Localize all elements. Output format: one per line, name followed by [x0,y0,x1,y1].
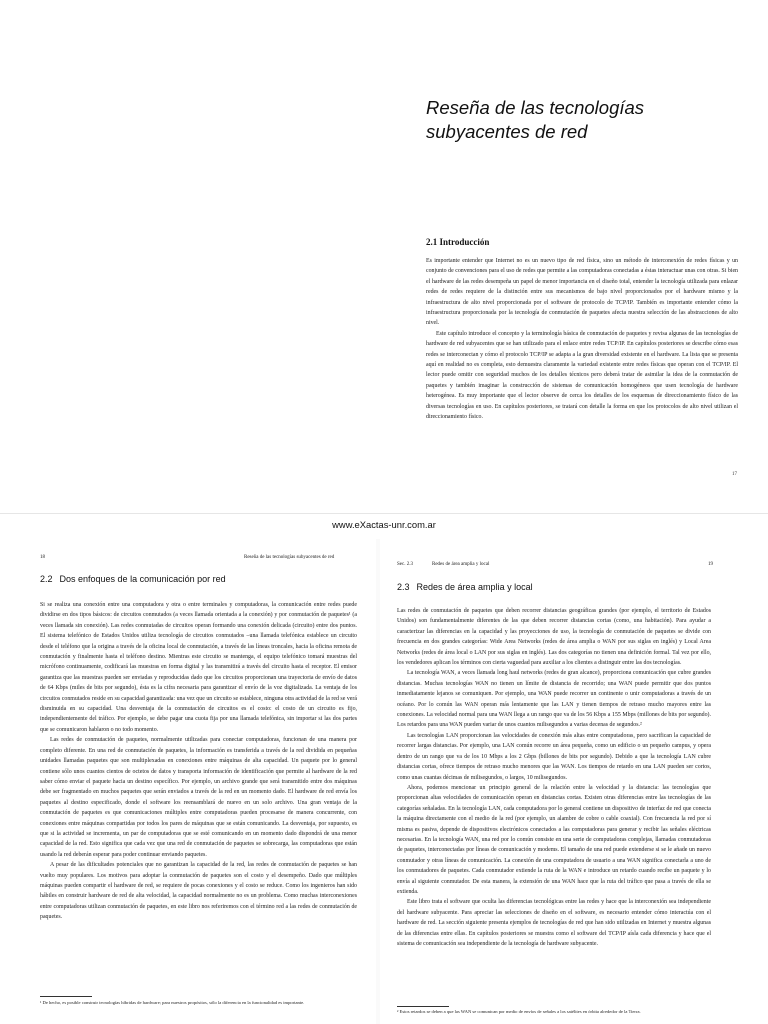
left-body [40,600,357,923]
intro-body [426,256,738,423]
right-paragraph-4: Ahora, podemos mencionar un principio general de la relación entre la velocidad y la distancia: las tecnologías que proporcionan altas velocidades de comunicación operan en distancias cortas. Existen otras diferencias entre las tecnologías de las categorías señaladas. En la tecnología LAN, cada computadora por lo general contiene un dispositivo de interfaz de red que conecta la máquina directamente con el medio de la red (por ejemplo, un alambre de cobre o cable coaxial). Con frecuencia la red por sí misma es pasiva, depende de dispositivos electrónicos conectados a las computadoras para generar y recibir las señales eléctricas necesarias. En la tecnología WAN, una red por lo común consiste en una serie de computadoras complejas, llamadas conmutadoras de paquetes, interconectadas por líneas de comunicación y modems. El tamaño de una red puede extenderse si se le añade un nuevo conmutador y otras líneas de comunicación. La conexión de una computadora de usuario a una WAN significa conectarla a uno de los conmutadores de paquetes. Cada conmutador extiende la ruta de la WAN e introduce un retardo cuando recibe un paquete y lo envía al siguiente conmutador. De esta manera, la extensión de una WAN hace que la ruta del tráfico que pasa a través de ella se extienda. [397,784,711,895]
right-paragraph-3: Las tecnologías LAN proporcionan las velocidades de conexión más altas entre computadoras, pero sacrifican la capacidad de recorrer largas distancias. Por ejemplo, una LAN común recorre un área pequeña, como un edificio o un pequeño campus, y opera dentro de un rango que va de los 10 Mbps a los 2 Gbps (billones de bits por segundo). Debido a que la tecnología LAN cubre distancias cortas, ofrece tiempos de retraso mucho menores que las WAN. Los tiempos de retardo en una LAN pueden ser cortos, como unas cuantas décimas de milisegundos, o largos, 10 milisegundos. [397,732,711,781]
left-running-title: Reseña de las tecnologías subyacentes de red [244,555,335,560]
intro-paragraph-1: Es importante entender que Internet no es un nuevo tipo de red física, sino un método de interconexión de redes físicas y un conjunto de convenciones para el uso de redes que permite a las computadoras conectadas a éstas interactuar unas con otras. Si bien el hardware de las redes desempeña un papel de menor importancia en el diseño total, entender la tecnología utilizada para enlazar redes de redes requiere de la distinción entre sus mecanismos de bajo nivel proporcionados por el hardware mismo y la infraestructura de alto nivel proporcionada por el software de protocolo de TCP/IP. También es importante entender cómo la infraestructura proporcionada por la tecnología de conmutación de paquetes afecta nuestra selección de las abstracciones de alto nivel. [426,258,738,327]
left-footnote-block [40,999,357,1007]
section-title-2-3 [397,582,533,592]
chapter-title: Reseña de las tecnologías subyacentes de red [426,97,645,142]
section-title-text: Dos enfoques de la comunicación por red [59,574,226,584]
right-paragraph-2: La tecnología WAN, a veces llamada long haul networks (redes de gran alcance), proporciona comunicación que cubre grandes distancias. Muchas tecnologías WAN no tienen un límite de distancia de recorrido; una WAN puede permitir que dos puntos inmediatamente lejanos se comuniquen. Por ejemplo, una WAN puede recorrer un continente o unir computadoras a través de un océano. Por lo común las WAN operan más lentamente que las LAN y tienen tiempos de retraso mucho mayores entre las conexiones. La velocidad normal para una WAN llega a un rango que va de los 56 Kbps a 155 Mbps (millones de bits por segundo). Los retardos para una WAN pueden variar de unos cuantos milisegundos a varias decenas de segundos.² [397,670,711,729]
section-heading-2-1: 2.1 Introducción [426,237,490,247]
page-divider [0,513,768,514]
left-footnote: ¹ De hecho, es posible construir tecnologías híbridas de hardware; para nuestros propósitos, sólo la diferencia en la funcionalidad es importante. [40,1000,305,1005]
footnote-rule [397,1006,449,1007]
section-title-2-2 [40,574,226,584]
left-paragraph-2: Las redes de conmutación de paquetes, normalmente utilizadas para conectar computadoras, funcionan de una manera por completo diferente. En una red de conmutación de paquetes, la información es transferida a través de la red dividida en pequeñas unidades llamadas paquetes que son multiplexadas en conexiones entre máquinas de alta capacidad. Un paquete por lo general contiene sólo unos cuantos cientos de octetos de datos y transporta información de identificación que permite al hardware de la red saber cómo enviar el paquete hacia un destino específico. Por ejemplo, un archivo grande que será transmitido entre dos máquinas debe ser fragmentado en muchos paquetes que serán enviados a través de la red en un momento dado. El hardware de red envía los paquetes al destino especificado, donde el software los reensamblará de nuevo en un solo archivo. Una gran ventaja de la conmutación de paquetes es que comunicaciones múltiples entre computadoras pueden procesarse de manera concurrente, con conexiones entre máquinas compartidas por todos los pares de máquinas que se están comunicando. La desventaja, por supuesto, es que si la actividad se incrementa, un par de computadoras que se esté comunicando en un momento dado dispondrá de una menor capacidad de la red. Esto significa que cada vez que una red de conmutación de paquetes se sobrecarga, las computadoras que están usando la red deberán esperar para poder continuar enviando paquetes. [40,737,357,858]
right-footnote: ² Estos retardos se deben a que las WAN se comunican por medio de envíos de señales a los satélites en órbita alrededor de la Tierra. [397,1009,641,1014]
right-running-section: Sec. 2.3 [397,562,413,567]
footnote-rule [40,996,92,997]
left-page-number: 18 [40,555,45,560]
watermark-url[interactable]: www.eXactas-unr.com.ar [332,519,436,530]
intro-paragraph-2: Este capítulo introduce el concepto y la terminología básica de conmutación de paquetes y revisa algunas de las tecnologías de hardware de red subyacentes que se han utilizado para el enlace entre redes TCP/IP. En capítulos posteriores se describe cómo esas redes se interconectan y cómo el protocolo TCP/IP se adapta a la gran diversidad existente en el hardware. La lista que se presenta aquí en realidad no es completa, esto demuestra claramente la variedad existente entre redes físicas que operan con el TCP/IP. El lector puede omitir con seguridad muchos de los detalles técnicos pero deberá tratar de asimilar la idea de la conmutación de paquetes y también imaginar la construcción de sistemas de comunicación homogéneos que usen tecnología de hardware heterogénea. Es muy importante que el lector observe de cerca los detalles de los esquemas de direccionamiento físico de las diversas tecnologías en uso. En capítulos posteriores, se tratará con detalle la forma en que los protocolos de alto nivel utilizan el direccionamiento físico. [426,330,738,421]
page-gutter [376,539,380,1024]
section-number: 2.2 [40,574,53,584]
section-title-text: Redes de área amplia y local [416,582,533,592]
right-paragraph-1: Las redes de conmutación de paquetes que deben recorrer distancias geográficas grandes (por ejemplo, el territorio de Estados Unidos) son fundamentalmente diferentes de las que deben recorrer distancias cortas (como, una habitación). Para ayudar a caracterizar las diferencias en la capacidad y las proyecciones de uso, la tecnología de conmutación de paquetes se divide con frecuencia en dos grandes categorías: Wide Area Networks (redes de área amplia o WAN por sus siglas en inglés) y Local Area Networks (redes de área local o LAN por sus siglas en inglés). Las dos categorías no tienen una definición formal. Tal vez por ello, los vendedores aplican los términos con cierta vaguedad para auxiliar a los clientes a distinguir entre las dos tecnologías. [397,608,711,667]
right-running-title: Redes de área amplia y local [432,562,490,567]
right-body [397,606,711,949]
left-paragraph-3: A pesar de las dificultades potenciales que no garantizan la capacidad de la red, las redes de conmutación de paquetes se han vuelto muy populares. Los motivos para adoptar la conmutación de paquetes son el costo y el desempeño. Dado que múltiples máquinas pueden compartir el hardware de red, se requiere de pocas conexiones y el costo se reduce. Como los ingenieros han sido hábiles en construir hardware de red de alta velocidad, la capacidad normalmente no es un problema. Como muchas interconexiones entre computadoras utilizan conmutación de paquetes, en este libro nos referiremos con el término red a las redes de conmutación de paquetes. [40,862,357,921]
right-footnote-block [397,1008,711,1016]
left-paragraph-1: Si se realiza una conexión entre una computadora y otra o entre terminales y computadoras, la comunicación entre redes puede dividirse en dos tipos básicos: de circuitos conmutados (a veces llamada orientada a la conexión) y por conmutación de paquetes¹ (a veces llamada sin conexión). Las redes conmutadas de circuitos operan formando una conexión delicada (circuito) entre dos puntos. El sistema telefónico de Estados Unidos utiliza tecnología de circuitos conmutados –una llamada telefónica establece un circuito desde el teléfono que la origina a través de la oficina local de conmutación, a través de las líneas troncales, hacia la oficina remota de conmutación y finalmente hasta el teléfono destino. Mientras este circuito se mantenga, el equipo telefónico tomará muestras del micrófono continuamente, codificará las muestras en forma digital y las transmitirá a través del circuito hasta el receptor. El emisor garantiza que las muestras pueden ser enviadas y reproducidas dado que los circuitos proporcionan una trayectoria de envío de datos de 64 Kbps (miles de bits por segundo), ésta es la cifra necesaria para garantizar el envío de la voz digitalizada. La ventaja de los circuitos conmutados reside en su capacidad garantizada: una vez que un circuito se establece, ninguna otra actividad de la red se verá disminuida en su capacidad. Una desventaja de la conmutación de circuitos es el costo: el costo de un circuito es fijo, independientemente del tráfico. Por ejemplo, se debe pagar una cuota fija por una llamada telefónica, sin importar si las dos partes que se comunicaron hablaron o no todo momento. [40,602,357,733]
page-number: 17 [732,472,737,477]
right-paragraph-5: Este libro trata el software que oculta las diferencias tecnológicas entre las redes y hace que la interconexión sea independiente del hardware subyacente. Para apreciar las selecciones de diseño en el software, es necesario entender cómo interactúa con el hardware de red. La sección siguiente presenta ejemplos de tecnologías de red que han sido utilizadas en Internet y muestra algunas de las diferencias entre ellas. En capítulos posteriores se muestra como el software del TCP/IP aísla cada diferencia y hace que el sistema de comunicación sea independiente de la tecnología de hardware subyacente. [397,899,711,947]
right-page-number: 19 [708,562,713,567]
section-number: 2.3 [397,582,410,592]
